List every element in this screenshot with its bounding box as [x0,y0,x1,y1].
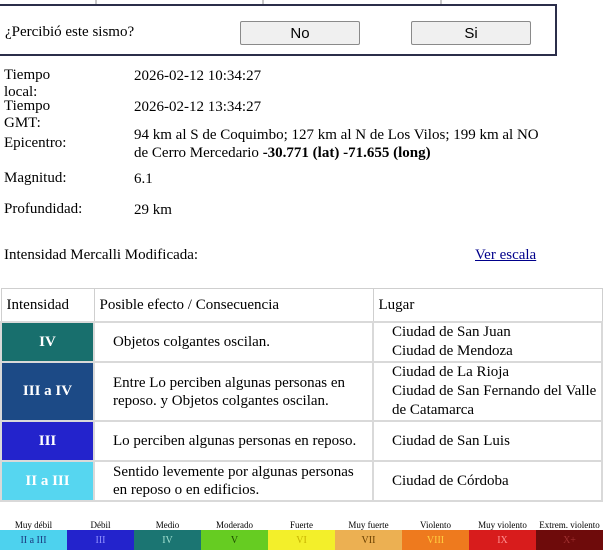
depth-value: 29 km [134,202,172,218]
legend-label: Extrem. violento [539,520,600,530]
place-name: Ciudad de San Luis [392,432,510,449]
legend-label: Muy violento [478,520,527,530]
epicenter-label: Epicentro: [4,135,67,151]
place-name: Ciudad de Córdoba [392,472,509,489]
table-row [1,421,602,461]
legend-label: Moderado [216,520,253,530]
legend-label: Violento [420,520,451,530]
legend-segment: III [67,530,134,550]
intensity-level: II a III [1,461,94,501]
mercalli-title: Intensidad Mercalli Modificada: [4,247,199,263]
gmt-time-label: Tiempo GMT: [4,98,51,131]
header-place: Lugar [373,289,602,323]
epicenter-latitude: -30.771 (lat) [262,145,340,161]
epicenter-longitude: -71.655 (long) [343,145,431,161]
place-cell [373,322,602,362]
place-name: Ciudad de Mendoza [392,343,513,359]
intensity-scale-bar [0,530,603,550]
effect-cell: Objetos colgantes oscilan. [94,322,373,362]
yes-button[interactable]: Si [411,21,531,45]
top-divider [0,0,609,3]
table-header-row [1,289,602,323]
gmt-time-value: 2026-02-12 13:34:27 [134,99,262,115]
header-effect: Posible efecto / Consecuencia [94,289,373,323]
place-cell [373,421,602,461]
depth-label: Profundidad: [4,201,83,217]
intensity-level: III [1,421,94,461]
epicenter-value [134,126,554,162]
epicenter-description: 94 km al S de Coquimbo; 127 km al N de Los Vilos; 199 km al NO de Cerro Mercedario [134,127,539,161]
header-intensity: Intensidad [1,289,94,323]
legend-labels [0,520,603,530]
place-cell [373,461,602,501]
place-name: Ciudad de La Rioja [392,364,510,380]
table-row [1,362,602,421]
legend-segment: VII [335,530,402,550]
felt-question-panel [0,4,557,56]
legend-segment: X+ [536,530,603,550]
view-scale-link[interactable]: Ver escala [475,247,537,263]
effect-cell: Sentido levemente por algunas personas en reposo o en edificios. [94,461,373,501]
place-name: Ciudad de San Fernando del Valle de Catamarca [392,383,597,418]
table-row [1,461,602,501]
legend-segment: V [201,530,268,550]
legend-segment: VIII [402,530,469,550]
intensity-table [0,288,603,502]
table-row [1,322,602,362]
intensity-level: IV [1,322,94,362]
legend-segment: VI [268,530,335,550]
place-cell [373,362,602,421]
effect-cell: Entre Lo perciben algunas personas en reposo. y Objetos colgantes oscilan. [94,362,373,421]
local-time-value: 2026-02-12 10:34:27 [134,68,262,84]
magnitude-label: Magnitud: [4,170,67,186]
legend-label: Fuerte [290,520,313,530]
local-time-label: Tiempo local: [4,67,51,100]
legend-label: Medio [155,520,180,530]
felt-question-label: ¿Percibió este sismo? [5,24,135,40]
effect-cell: Lo perciben algunas personas en reposo. [94,421,373,461]
no-button[interactable]: No [240,21,360,45]
legend-segment: IX [469,530,536,550]
legend-segment: II a III [0,530,67,550]
place-name: Ciudad de San Juan [392,324,511,340]
legend-label: Débil [90,520,111,530]
intensity-level: III a IV [1,362,94,421]
legend-label: Muy fuerte [348,520,389,530]
legend-label: Muy débil [14,520,53,530]
magnitude-value: 6.1 [134,171,153,187]
legend-segment: IV [134,530,201,550]
